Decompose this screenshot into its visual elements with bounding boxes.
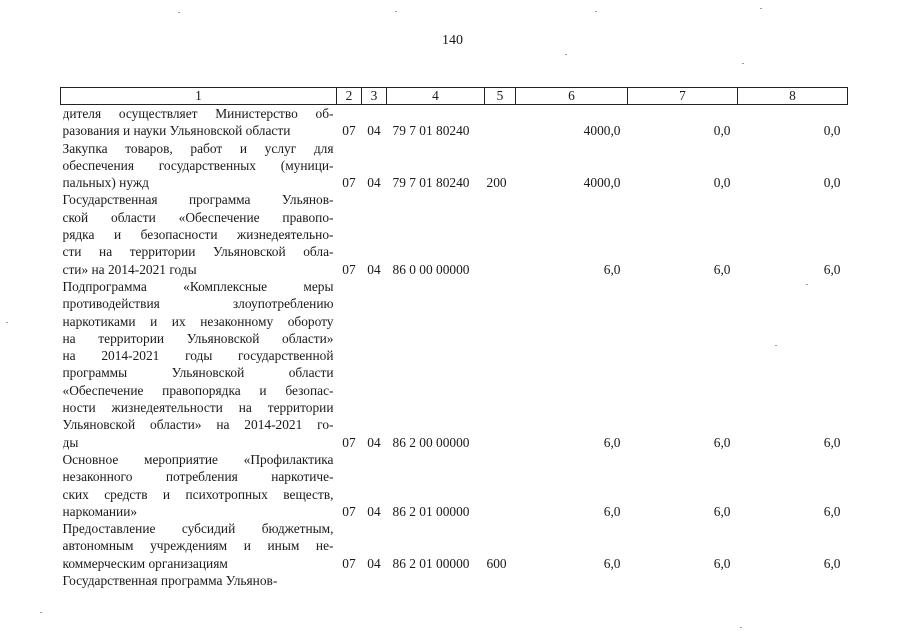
scan-speck xyxy=(178,12,180,13)
row-name-line: разования и науки Ульяновской области xyxy=(62,123,291,139)
row-expense-type: 600 xyxy=(486,555,507,571)
row-subsection: 04 xyxy=(367,555,381,571)
row-amount-col-6: 6,0 xyxy=(603,503,621,519)
row-name-line: пальных) нужд xyxy=(62,175,149,191)
row-section: 07 xyxy=(342,555,356,571)
table-row xyxy=(61,140,848,192)
scan-speck xyxy=(565,54,567,55)
row-target-article: 79 7 01 80240 xyxy=(392,123,470,139)
row-section: 07 xyxy=(342,175,356,191)
scan-speck xyxy=(806,284,808,285)
row-name-line: наркотиками и их незаконному обороту xyxy=(62,313,334,329)
row-name-line: Государственная программа Ульянов- xyxy=(62,192,334,208)
page-number: 140 xyxy=(442,33,463,48)
scan-speck xyxy=(742,63,744,64)
row-name-line: автономным учреждениям и иным не- xyxy=(62,538,334,554)
row-name-line: обеспечения государственных (муници- xyxy=(62,157,334,173)
table-row xyxy=(61,572,848,589)
row-name-line: дителя осуществляет Министерство об- xyxy=(62,106,334,121)
row-name-line: Подпрограмма «Комплексные меры xyxy=(62,278,334,294)
row-name-line: коммерческим организациям xyxy=(62,555,228,571)
row-name-line: сти на территории Ульяновской обла- xyxy=(62,244,334,260)
row-amount-col-6: 6,0 xyxy=(603,261,621,277)
row-target-article: 86 0 00 00000 xyxy=(392,261,470,277)
row-amount-col-6: 6,0 xyxy=(603,555,621,571)
scan-speck xyxy=(760,8,762,9)
row-name-line: наркомании» xyxy=(62,503,138,519)
row-name-line: рядка и безопасности жизнедеятельно- xyxy=(62,227,334,243)
header-col-2: 2 xyxy=(337,88,362,105)
row-section: 07 xyxy=(342,503,356,519)
row-amount-col-6: 4000,0 xyxy=(583,123,621,139)
table-row xyxy=(61,105,848,140)
row-amount-col-6: 6,0 xyxy=(603,434,621,450)
row-name-line: ской области «Обеспечение правопо- xyxy=(62,209,334,225)
row-subsection: 04 xyxy=(367,261,381,277)
row-amount-col-8 xyxy=(738,572,848,589)
row-amount-col-8: 0,0 xyxy=(823,175,841,191)
row-amount-col-8: 0,0 xyxy=(823,123,841,139)
row-amount-col-6 xyxy=(516,572,628,589)
table-row xyxy=(61,278,848,451)
row-name xyxy=(61,140,337,192)
row-name-line: Основное мероприятие «Профилактика xyxy=(62,451,334,467)
row-amount-col-7: 6,0 xyxy=(713,261,731,277)
row-amount-col-7 xyxy=(628,572,738,589)
row-amount-col-8: 6,0 xyxy=(823,503,841,519)
header-col-1: 1 xyxy=(61,88,337,105)
row-target-article xyxy=(387,572,485,589)
row-subsection: 04 xyxy=(367,503,381,519)
row-subsection xyxy=(362,572,387,589)
row-target-article: 86 2 01 00000 xyxy=(392,555,470,571)
row-name xyxy=(61,278,337,451)
header-col-3: 3 xyxy=(362,88,387,105)
row-name-line: противодействия злоупотреблению xyxy=(62,296,334,312)
row-amount-col-7: 0,0 xyxy=(713,123,731,139)
row-expense-type xyxy=(485,105,516,140)
row-name-line: ности жизнедеятельности на территории xyxy=(62,400,334,416)
scan-speck xyxy=(395,11,397,12)
row-name xyxy=(61,572,337,589)
row-name-line: Закупка товаров, работ и услуг для xyxy=(62,140,334,156)
row-name-line: сти» на 2014-2021 годы xyxy=(62,261,197,277)
row-name-line: незаконного потребления наркотиче- xyxy=(62,469,334,485)
row-amount-col-8: 6,0 xyxy=(823,555,841,571)
row-expense-type: 200 xyxy=(486,175,507,191)
header-col-5: 5 xyxy=(485,88,516,105)
budget-table xyxy=(60,87,848,589)
row-section: 07 xyxy=(342,123,356,139)
row-name-line: «Обеспечение правопорядка и безопас- xyxy=(62,382,334,398)
row-section: 07 xyxy=(342,434,356,450)
row-section xyxy=(337,572,362,589)
row-subsection: 04 xyxy=(367,175,381,191)
row-expense-type xyxy=(485,572,516,589)
row-expense-type xyxy=(485,451,516,520)
row-subsection: 04 xyxy=(367,434,381,450)
row-amount-col-7: 6,0 xyxy=(713,503,731,519)
row-target-article: 86 2 01 00000 xyxy=(392,503,470,519)
row-name xyxy=(61,451,337,520)
row-amount-col-6: 4000,0 xyxy=(583,175,621,191)
row-name-line: ских средств и психотропных веществ, xyxy=(62,486,334,502)
row-target-article: 86 2 00 00000 xyxy=(392,434,470,450)
row-name xyxy=(61,105,337,140)
row-amount-col-7: 6,0 xyxy=(713,555,731,571)
scan-speck xyxy=(40,612,42,613)
table-row xyxy=(61,520,848,572)
row-name xyxy=(61,191,337,277)
row-subsection: 04 xyxy=(367,123,381,139)
header-col-6: 6 xyxy=(516,88,628,105)
table-body xyxy=(61,105,848,590)
table-row xyxy=(61,191,848,277)
row-name-line: программы Ульяновской области xyxy=(62,365,334,381)
row-name-line: ды xyxy=(62,434,79,450)
table-header-row xyxy=(61,88,848,105)
scan-speck xyxy=(6,322,8,323)
table-row xyxy=(61,451,848,520)
row-section: 07 xyxy=(342,261,356,277)
row-amount-col-8: 6,0 xyxy=(823,261,841,277)
row-amount-col-7: 0,0 xyxy=(713,175,731,191)
scan-speck xyxy=(775,345,777,346)
row-expense-type xyxy=(485,191,516,277)
row-target-article: 79 7 01 80240 xyxy=(392,175,470,191)
header-col-4: 4 xyxy=(387,88,485,105)
row-amount-col-7: 6,0 xyxy=(713,434,731,450)
row-name-line: на 2014-2021 годы государственной xyxy=(62,348,334,364)
row-name-line: на территории Ульяновской области» xyxy=(62,330,334,346)
row-name-line: Предоставление субсидий бюджетным, xyxy=(62,521,334,537)
row-name xyxy=(61,520,337,572)
header-col-7: 7 xyxy=(628,88,738,105)
row-name-line: Ульяновской области» на 2014-2021 го- xyxy=(62,417,334,433)
row-amount-col-8: 6,0 xyxy=(823,434,841,450)
row-expense-type xyxy=(485,278,516,451)
header-col-8: 8 xyxy=(738,88,848,105)
scan-speck xyxy=(740,627,742,628)
row-name-line: Государственная программа Ульянов- xyxy=(62,573,278,589)
scan-speck xyxy=(595,11,597,12)
